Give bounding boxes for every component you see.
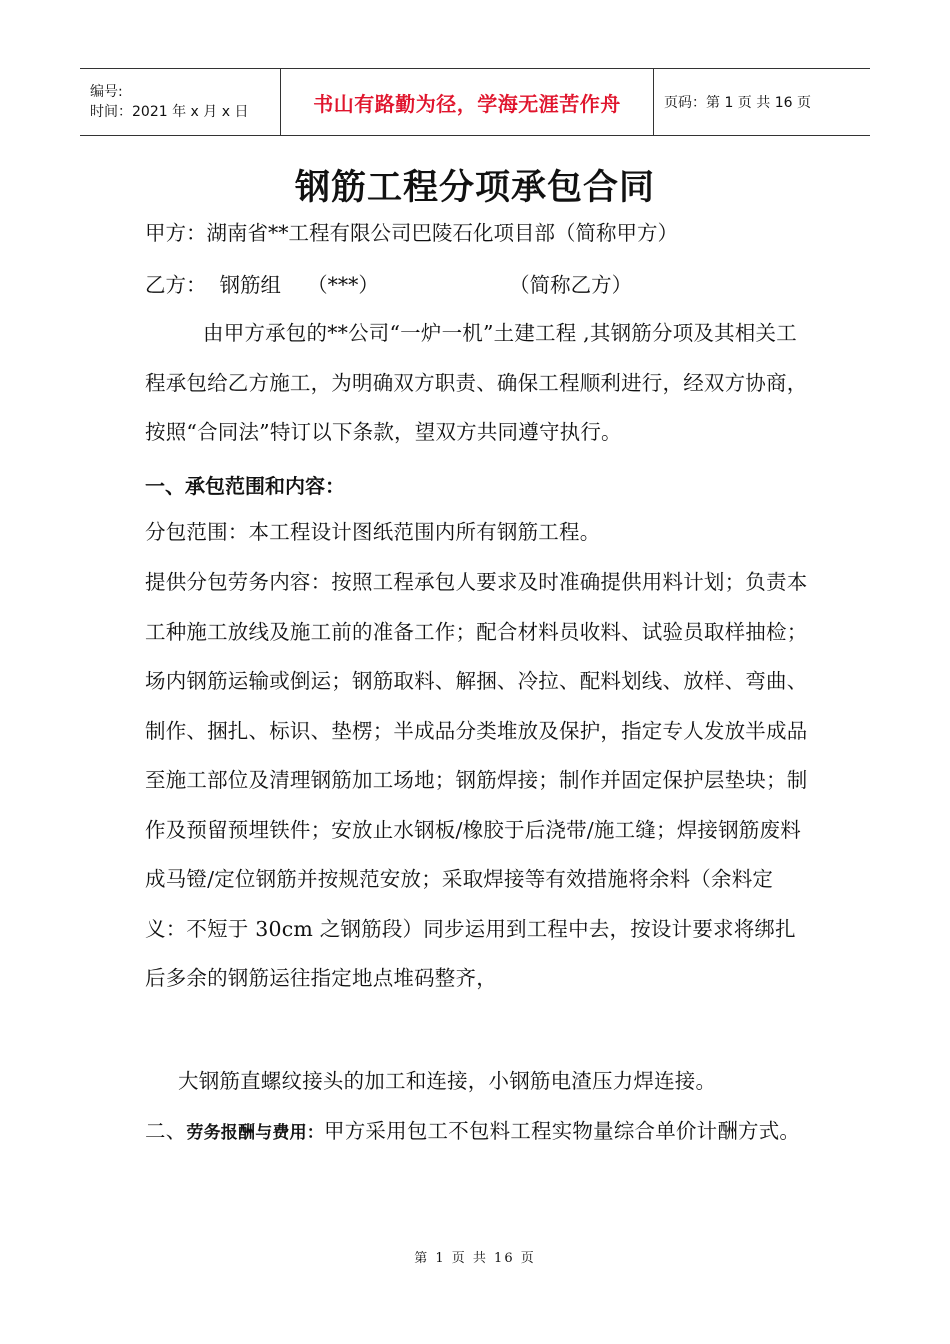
header-motto: 书山有路勤为径，学海无涯苦作舟 — [313, 91, 621, 116]
page-header — [80, 68, 870, 136]
section-1-joint: 大钢筋直螺纹接头的加工和连接，小钢筋电渣压力焊连接。 — [178, 1069, 717, 1093]
party-a: 甲方：湖南省**工程有限公司巴陵石化项目部（简称甲方） — [145, 221, 678, 245]
header-page-info: 页码：第 1 页 共 16 页 — [664, 95, 811, 111]
document-title: 钢筋工程分项承包合同 — [294, 168, 655, 208]
section-2-paragraph — [145, 1107, 810, 1159]
document-number: 编号: — [90, 84, 123, 100]
header-meta — [80, 69, 281, 135]
page-footer: 第 1 页 共 16 页 — [414, 1251, 536, 1266]
section-1-scope: 分包范围：本工程设计图纸范围内所有钢筋工程。 — [145, 520, 601, 544]
document-time: 时间：2021 年 x 月 x 日 — [90, 104, 249, 120]
section-1-heading: 一、承包范围和内容： — [145, 474, 345, 498]
header-page-info-cell — [654, 69, 870, 135]
section-1-content: 提供分包劳务内容：按照工程承包人要求及时准确提供用料计划；负责本工种施工放线及施工前的准备工作；配合材料员收料、试验员取样抽检；场内钢筋运输或倒运；钢筋取料、解捆、冷拉、配料划线、放样、弯曲、制作、捆扎、标识、垫楞；半成品分类堆放及保护，指定专人发放半成品至施工部位及清理钢筋加工场地；钢筋焊接；制作并固定保护层垫块；制作及预留预埋铁件；安放止水钢板/橡胶于后浇带/施工缝；焊接钢筋废料成马镫/定位钢筋并按规范安放；采取焊接等有效措施将余料（余料定义：不短于 30cm 之钢筋段）同步运用到工程中去，按设计要求将绑扎后多余的钢筋运往指定地点堆码整齐， — [145, 570, 808, 990]
party-b: 乙方： 钢筋组 （***） （简称乙方） — [145, 273, 633, 297]
section-2-text: 甲方采用包工不包料工程实物量综合单价计酬方式。 — [324, 1119, 801, 1143]
section-2-number: 二、 — [145, 1119, 187, 1143]
header-motto-cell — [281, 69, 654, 135]
intro-paragraph: 由甲方承包的**公司“一炉一机”土建工程 ,其钢筋分项及其相关工程承包给乙方施工，为明确双方职责、确保工程顺利进行，经双方协商，按照“合同法”特订以下条款，望双方共同遵守执行。 — [145, 321, 808, 444]
section-2-heading: 劳务报酬与费用： — [186, 1123, 325, 1143]
